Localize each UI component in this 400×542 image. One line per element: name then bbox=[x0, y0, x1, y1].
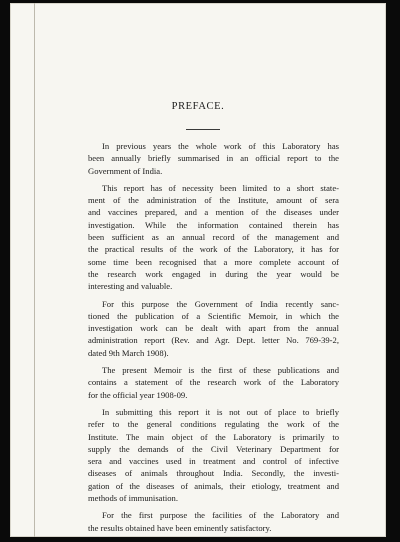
title-divider bbox=[186, 129, 220, 130]
binding-margin-line bbox=[34, 3, 35, 537]
text-line: contains a statement of the research work of the Laboratory bbox=[88, 377, 339, 388]
text-line: supply the demands of the Civil Veterinary Department for bbox=[88, 443, 339, 454]
text-line: methods of immunisation. bbox=[88, 493, 178, 504]
page-title: PREFACE. bbox=[171, 101, 225, 112]
document-page bbox=[10, 3, 386, 537]
text-line: For this purpose the Government of India recently sanc- bbox=[102, 298, 339, 309]
text-line: the research work engaged in during the year would be bbox=[88, 268, 339, 279]
text-line: In previous years the whole work of this Laboratory has bbox=[102, 141, 339, 151]
text-line: the practical results of the work of the Laboratory, it has for bbox=[88, 244, 339, 255]
text-line: In submitting this report it is not out of place to briefly bbox=[102, 406, 339, 417]
paragraph bbox=[88, 364, 339, 401]
paragraph bbox=[88, 182, 339, 293]
text-line: For the first purpose the facilities of the Laboratory and bbox=[102, 510, 339, 521]
text-line: interesting and valuable. bbox=[88, 281, 173, 292]
text-line: administration report (Rev. and Agr. Dept. letter No. 769-39-2, bbox=[88, 335, 339, 346]
paragraph bbox=[88, 406, 339, 504]
text-line: Institute. The main object of the Laboratory is primarily to bbox=[88, 431, 339, 442]
text-line: Government of India. bbox=[88, 165, 163, 176]
paragraph bbox=[88, 298, 339, 359]
text-line: some time been recognised that a more complete account of bbox=[88, 256, 339, 267]
text-line: gation of the diseases of animals, their etiology, treatment and bbox=[88, 480, 339, 491]
text-line: investigation work can be dealt with apart from the annual bbox=[88, 323, 339, 334]
text-line: refer to the general conditions regulating the work of the bbox=[88, 419, 339, 430]
text-line: The present Memoir is the first of these publications and bbox=[102, 365, 339, 376]
text-line: diseases of animals throughout India. Secondly, the investi- bbox=[88, 468, 339, 479]
text-line: the results obtained have been eminently satisfactory. bbox=[88, 522, 272, 533]
text-line: been sufficient as an annual record of the management and bbox=[88, 232, 339, 243]
text-line: dated 9th March 1908). bbox=[88, 347, 169, 358]
text-line: and vaccines prepared, and a mention of the diseases under bbox=[88, 207, 339, 218]
paragraph bbox=[88, 509, 339, 534]
body-text bbox=[88, 140, 339, 539]
text-line: investigation. While the information contained therein has bbox=[88, 219, 339, 230]
text-line: ment of the administration of the Institute, amount of sera bbox=[88, 195, 339, 206]
text-line: been annually briefly summarised in an official report to the bbox=[88, 153, 339, 164]
text-line: for the official year 1908-09. bbox=[88, 389, 188, 400]
paragraph bbox=[88, 140, 339, 177]
text-line: sera and vaccines used in treatment and control of infective bbox=[88, 456, 339, 467]
text-line: tioned the publication of a Scientific Memoir, in which the bbox=[88, 310, 339, 321]
text-line: This report has of necessity been limited to a short state- bbox=[102, 182, 339, 193]
